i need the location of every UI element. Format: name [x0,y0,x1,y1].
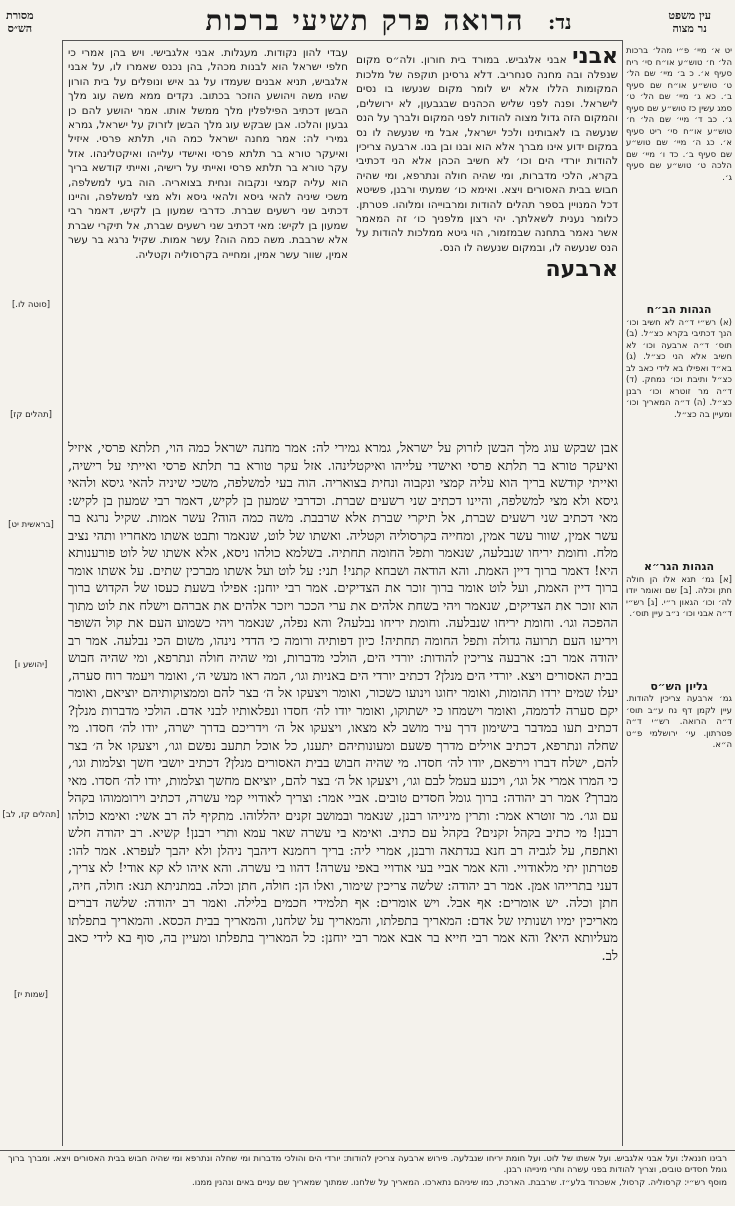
header-rule [62,40,622,41]
page-header [0,4,735,44]
tosafot-text: עבדי להון נקודות. מעגלות. אבני אלגבישי. ויש בהן אמרי כי חלפי ישראל הוא לבנות מכהל, בהן נכנס שאמרו לו, על אבני אלגביש, תניא אבנים שעמדו על גב איש ונופלים על בית הורון שהיו משה ויהושע הוזכר בכתוב. נקדים ממא משה עוג מלך הבשן דכתיב הפילפלין מלך ממשל אותו. אמר יהושע להם כן גבעון והלכו. אבן שבקש עוג מלך הבשן לזרוק על ישראל, גמרא גמירי לה: אמר מחנה ישראל כמה הוי, תלתא פרסי. איזיל ואיעקר טורא בר תלתא פרסי ואישדי עלייהו ואיקטלינהו. אזל עקר טורא בר תלתא פרסי ואייתי על רישיה, ואייתי קודשא בריך הוא עליה קמצי ונקבוה ונחית בצואריה. הוה בעי למשלפה, משכי שיניה להאי גיסא ולהאי גיסא ולא מצי למשלפה, והיינו דכתיב שני רשעים שברת. כדרבי שמעון בן לקיש, דאמר רבי שמעון בן לקיש: מאי דכתיב שני רשעים שברת, אל תיקרי שברת אלא שרבבת. משה כמה הוה? עשר אמות. שקיל נרגא בר עשר אמין, שוור עשר אמין, ומחייה בקרסוליה וקטליה. [68,47,348,261]
left-margin-ref: [בראשית יט] [8,520,54,530]
right-margin-rule [622,40,623,1146]
page-title: הרואה פרק תשיעי ברכות [205,4,525,37]
gilyon-hashas-text: גמ׳ ארבעה צריכין להודות. עיין לקמן דף נח ע״ב תוס׳ ד״ה הרואה. רש״י ד״ה פטרתון. עי׳ ירושלמי פ״ט ה״א. [626,694,732,750]
rabbenu-chananel [8,1154,727,1176]
gemara-main-text [68,440,618,1100]
hagahot-hagra-title: הגהות הגר״א [643,560,715,573]
rashi-column [356,46,618,438]
left-margin-ref: [שמות יז] [14,990,48,1000]
gilyon-hashas-title: גליון הש״ס [650,679,708,693]
opening-word: אבני [572,46,618,69]
footer-rule [0,1150,735,1151]
gemara-text: אבן שבקש עוג מלך הבשן לזרוק על ישראל, גמרא גמירי לה: אמר מחנה ישראל כמה הוי, תלתא פרסי, איזיל ואיעקר טורא בר תלתא פרסי ואישדי עלייהו ואיקטלינהו. אזל עקר טורא בר תלתא פרסי ואייתי על רישיה, ואייתי קודשא בריך הוא עליה קמצי ונקבוה ונחית בצואריה. הוה בעי למשלפה, משכי שיניה להאי גיסא ולהאי גיסא ולא מצי למשלפה, והיינו דכתיב שני רשעים שברת. וכדרבי שמעון בן לקיש, דאמר רבי שמעון בן לקיש: מאי דכתיב שני רשעים שברת, אל תיקרי שברת אלא שרבבת. משה כמה הוה? עשר אמות. שקיל נרגא בר עשר אמין, שוור עשר אמין, ומחייה בקרסוליה וקטליה. ואשתו של לוט, שנאמר ותבט אשתו מאחריו ותהי נציב מלח. וחומת יריחו שנבלעה, שנאמר ותפל החומה תחתיה. בשלמא כולהו ניסא, אלא אשתו של לוט פורענותא היא! דאמר ברוך דיין האמת. והא הודאה ושבחא קתני! תני: על לוט ועל אשתו מברכין שתים. על אשתו אומר ברוך דיין האמת, ועל לוט אומר ברוך זוכר את הצדיקים. אמר רבי יוחנן: אפילו בשעת כעסו של הקדוש ברוך הוא זוכר את הצדיקים, שנאמר ויהי בשחת אלהים את ערי הככר ויזכר אלהים את אברהם וישלח את לוט מתוך ההפכה וגו׳. וחומת יריחו שנבלעה. וחומת יריחו נבלעה? והא נפלה, שנאמר ויהי כשמוע העם את קול השופר ויריעו העם תרועה גדולה ותפל החומה תחתיה! כיון דפותיה ורומה כי הדדי נינהו, משום הכי נבלעה. אמר רב יהודה אמר רב: ארבעה צריכין להודות: יורדי הים, הולכי מדברות, ומי שהיה חולה ונתרפא, ומי שהיה חבוש בבית האסורים ויצא. יורדי הים מנלן? דכתיב יורדי הים באניות וגו׳, המה ראו מעשי ה׳, ואומר ויעמד רוח סערה, יעלו שמים ירדו תהומות, ואומר יחוגו וינועו כשכור, ואומר ויצעקו אל ה׳ בצר להם וממצוקותיהם יוציאם, ואומר יקם סערה לדממה, ואומר וישמחו כי ישתוקו, ואומר יודו לה׳ חסדו ונפלאותיו לבני אדם. הולכי מדברות מנלן? דכתיב תעו במדבר בישימון דרך עיר מושב לא מצאו, ויצעקו אל ה׳ וידריכם בדרך ישרה, יודו לה׳ חסדו. מי שחלה ונתרפא, דכתיב אוילים מדרך פשעם ומעונותיהם יתענו, כל אוכל תתעב נפשם וגו׳, ויצעקו אל ה׳ בצר להם, ישלח דברו וירפאם, יודו לה׳ חסדו. מי שהיה חבוש בבית האסורים מנלן? דכתיב יושבי חשך וצלמות וגו׳, כי המרו אמרי אל וגו׳, ויכנע בעמל לבם וגו׳, ויצעקו אל ה׳ בצר להם, יוציאם מחשך וצלמות, יודו לה׳ חסדו. מאי מברך? אמר רב יהודה: ברוך גומל חסדים טובים. אביי אמר: וצריך לאודויי קמי עשרה, דכתיב וירוממוהו בקהל עם וגו׳. מר זוטרא אמר: ותרין מינייהו רבנן, שנאמר ובמושב זקנים יהללוהו. מתקיף לה רב אשי: ואימא כולהו רבנן! מי כתיב בקהל זקנים? בקהל עם כתיב. ואימא בי עשרה שאר עמא ותרי רבנן! קשיא. רב יהודה חלש ואתפח, על לגביה רב חנא בגדתאה ורבנן, אמרי ליה: בריך רחמנא דיהבך ניהלן ולא יהבך לעפרא. אמר להו: פטרתון יתי מלאודויי. והא אמר אביי בעי אודויי באפי עשרה! דהוו בי עשרה. והא איהו לא קא אודי! לא צריך, דעני בתרייהו אמן. אמר רב יהודה: שלשה צריכין שימור, ואלו הן: חולה, חתן וכלה. במתניתא תנא: חולה, חיה, חתן וכלה. יש אומרים: אף אבל. ויש אומרים: אף תלמידי חכמים בלילה. ואמר רב יהודה: שלשה דברים מאריכין ימיו ושנותיו של אדם: המאריך בתפלתו, והמאריך על שלחנו, והמאריך בבית הכסא. והמאריך בתפלתו מעליותא היא? והא אמר רבי חייא בר אבא אמר רבי יוחנן: כל המאריך בתפלתו ומעיין בה, סוף בא לידי כאב לב. [68,441,618,964]
mesoret-hashas-label: מסורת הש״ס [6,9,34,35]
right-margin-column [626,46,732,1146]
tosafot-column [68,46,348,438]
musaf-rashi [8,1178,727,1202]
left-margin-rule [62,40,63,1146]
hagahot-habach-title: הגהות הב״ח [646,303,712,316]
left-margin-ref: [סוטה לו.] [11,300,51,310]
musaf-rashi-text: מוסף רש״י: קרסוליה. קרסול, אשכרוד בלע״ז. שרבבת. הארכת, כמו שיניהם נתארכו. המאריך על שלחנו. שמתוך שמאריך שם עניים באים ונהנין ממנו. [192,1178,727,1188]
rabbenu-chananel-text: רבינו חננאל: ועל אבני אלגביש. ועל אשתו של לוט. ועל חומת יריחו שנבלעה. פירוש ארבעה צריכין להודות: יורדי הים והולכי מדברות ומי שחלה ונתרפא ומי שהיה חבוש בבית האסורים ויצא. ומברך ברוך גומל חסדים טובים, וצריך להודות בפני עשרה ותרי מינייהו רבנן. [8,1154,727,1175]
ein-mishpat-label: עין משפט נר מצוה [668,9,711,35]
hagahot-hagra-text: [א] גמ׳ תנא אלו הן חולה חתן וכלה. [ב] שם ואומר יודו לה׳ וכו׳ הגאון ר״י. [ג] רש״י ד״ה אבני וכו׳ נ״ב עיין תוס׳. [626,574,732,619]
folio-number: נד: [548,10,572,34]
left-margin-ref: [יהושע ו] [14,660,48,670]
ein-mishpat-notes: יט א׳ מיי׳ פ״י מהל׳ ברכות הל׳ ח׳ טוש״ע או״ח סי׳ ריח סעיף א׳. כ ב׳ מיי׳ שם הל׳ ט׳ טוש״ע או״ח שם סעיף ב׳. כא ג׳ מיי׳ שם הל׳ ט׳ סמג עשין כז טוש״ע שם סעיף ג׳. כב ד׳ מיי׳ שם הל׳ ח׳ טוש״ע או״ח סי׳ ריט סעיף א׳. כג ה׳ מיי׳ שם טוש״ע שם סעיף ב׳. כד ו׳ מיי׳ שם הלכה ט׳ טוש״ע שם סעיף ג׳. [626,46,732,183]
arbaah-word: ארבעה [545,257,618,283]
left-margin-ref: [תהלים קז] [10,410,52,420]
left-margin-ref: [תהלים קז, לב] [2,810,60,820]
rashi-text: אבני אלגביש. במורד בית חורון. ולה״ס מקום שנפלה ובה מחנה סנחריב. דלא גרסינן תוקפה של מלכות המקומות הללו אלא יש לומר מקום שנעשו בו נסים לישראל. ופנה לפני שליש הכהנים שבגבעון, לא ירושלים, והמקום הזה גדול מצוה להודות לפני המקום ולברך על הנס שנעשה בו לאבותינו ולכל ישראל, אבל מי שנעשה לו נס במקום ידוע אינו מברך אלא הוא ובנו ובן בנו. ארבעה צריכין להודות יורדי הים וכו׳ לא חשיב הכהן אלא הני דכתיבי בקרא, הלכי מדברות, ומי שהיה חולה ונתרפא, ומי שהיה חבוש בבית האסורים ויצא. ואימא כו׳ שמעתי ורבנן, פשיטא דכל המנויין בספר תהלים להודות ומרבוייהו ומלוהו. פטרתן. כלומר נענית לשאלתך. יהי רצון מלפניך כו׳ זה המאמר אשר נאמר בתחנה שבמזמור, הוי גיטא ממלכות להודות על הנס שנעשה לו, ובמקום שנעשה לו הנס. [356,54,618,254]
hagahot-habach-text: (א) רש״י ד״ה לא חשיב וכו׳ הנך דכתיבי בקרא כצ״ל. (ב) תוס׳ ד״ה ארבעה וכו׳ לא חשיב אלא הני כצ״ל. (ג) בא״ד ואפילו בא לידי כאב לב כצ״ל ותיבת וכו׳ נמחק. (ד) ד״ה מר זוטרא וכו׳ רבנן כצ״ל. (ה) ד״ה המאריך וכו׳ ומעיין בה כצ״ל. [626,317,732,420]
